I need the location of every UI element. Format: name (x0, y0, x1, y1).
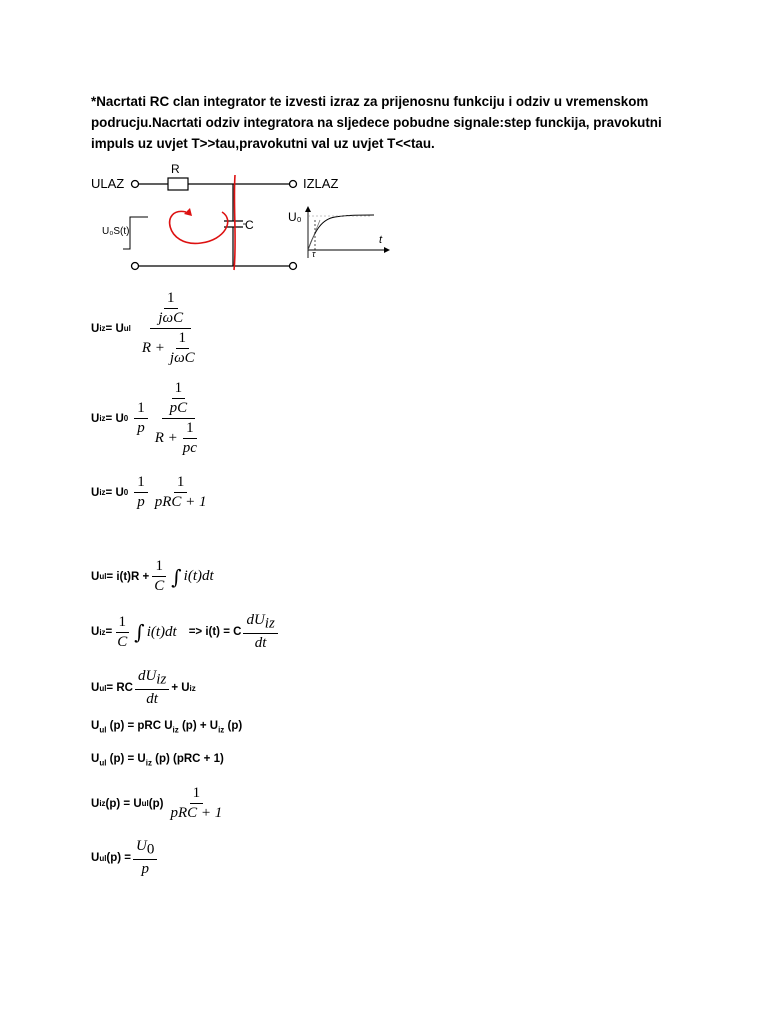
step-label: U₀S(t) (102, 226, 130, 237)
equation-6: U ul = RC $\frac{dU_{iz}}{dt}$ + U iz (91, 668, 196, 708)
response-tau-label: τ (312, 249, 316, 259)
equation-9: U iz (p) = U ul (p) $\frac{1}{\text{pRC + 1}}$ (91, 785, 223, 821)
equation-1: U iz = U ul $\frac{1}{\text{jωC}}$ R + $\frac{1}{\text{jωC}}$ (91, 290, 195, 366)
response-y-label: U₀ (288, 210, 302, 224)
resistor-label: R (171, 162, 180, 176)
equation-5: U iz = $\frac{1}{C}$ ∫ i(t)dt => i(t) = C $\frac{dU_{iz}}{dt}$ (91, 612, 280, 652)
output-label: IZLAZ (303, 176, 339, 191)
resistor-symbol (168, 178, 188, 190)
capacitor-label: C (245, 218, 254, 232)
equation-3: U iz = U 0 $\frac{1}{p}$ $\frac{1}{\text{pRC + 1}}$ (91, 474, 207, 510)
response-x-label: t (379, 234, 383, 246)
equation-8: $U_{ul}$ $(p) = U_{iz}$ (p) (pRC + 1) (91, 753, 224, 768)
equation-7: $U_{ul}$ (p) = pRC $U_{iz}$ $(p) + U_{iz}$ (p) (91, 720, 243, 735)
output-terminal (290, 181, 297, 188)
equation-10: U ul (p) = $\frac{U_0}{p}$ (91, 838, 159, 878)
red-annotation-line (234, 175, 235, 270)
input-terminal (132, 181, 139, 188)
response-curve (308, 215, 374, 250)
input-label: ULAZ (91, 176, 125, 191)
red-annotation-loop (170, 211, 228, 243)
task-statement: *Nacrtati RC clan integrator te izvesti izraz za prijenosnu funkciju i odziv u vremenskom podrucju.Nacrtati odziv integratora na sljedece pobudne signale:step funckija, pravokutni impuls uz uvjet T>>tau,pravokutni val uz uvjet T<<tau. (91, 94, 662, 151)
equation-4: U ul = i(t)R + $\frac{1}{C}$ ∫ i(t)dt (91, 558, 214, 594)
equation-2: U iz = U 0 $\frac{1}{p}$ $\frac{1}{pC}$ R + $\frac{1}{pc}$ (91, 380, 197, 456)
